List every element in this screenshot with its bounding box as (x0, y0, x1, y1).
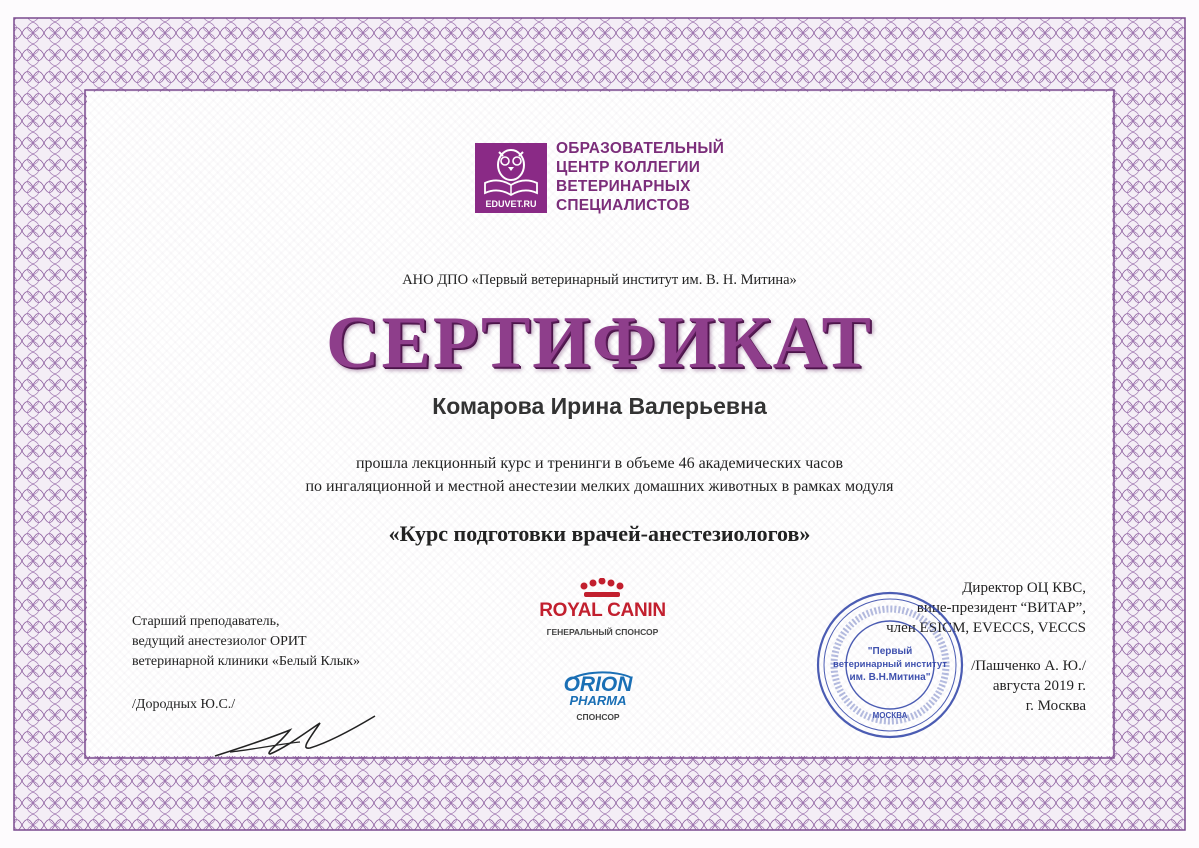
orion-pharma-text: PHARMA (569, 693, 627, 708)
signature-city: г. Москва (1025, 698, 1086, 714)
signatory-line: член ESICM, EVECCS, VECCS (886, 620, 1086, 636)
stamp-text: им. В.Н.Митина" (849, 672, 931, 683)
signatory-line: ведущий анестезиолог ОРИТ (132, 634, 307, 649)
certificate-title: СЕРТИФИКАТ (326, 302, 873, 384)
organization-name: АНО ДПО «Первый ветеринарный институт им. В. Н. Митина» (402, 272, 797, 288)
stamp-text: "Первый (867, 646, 913, 657)
owl-book-icon (475, 143, 547, 201)
logo-line: СПЕЦИАЛИСТОВ (556, 197, 691, 214)
handwritten-signature (210, 708, 380, 766)
course-title: «Курс подготовки врачей-анестезиологов» (388, 521, 811, 546)
logo-line: ОБРАЗОВАТЕЛЬНЫЙ (556, 140, 725, 157)
signatory-line: вице-президент “ВИТАР”, (916, 600, 1086, 616)
general-sponsor-label: ГЕНЕРАЛЬНЫЙ СПОНСОР (546, 627, 659, 637)
sponsor-label: СПОНСОР (576, 712, 620, 722)
description-line: прошла лекционный курс и тренинги в объеме 46 академических часов (355, 455, 844, 472)
official-stamp (815, 590, 965, 740)
logo-line: ЦЕНТР КОЛЛЕГИИ (556, 159, 701, 176)
signatory-line: Старший преподаватель, (132, 614, 280, 629)
orion-logo: ORION (563, 673, 633, 696)
signatory-line: Директор ОЦ КВС, (962, 580, 1086, 596)
left-signatory (132, 612, 360, 715)
signatory-name: /Пашченко А. Ю./ (971, 658, 1086, 674)
signatory-line: ветеринарной клиники «Белый Клык» (132, 654, 360, 669)
stamp-text: ветеринарный институт (833, 659, 947, 670)
logo-site: EDUVET.RU (485, 199, 537, 209)
royal-canin-logo: ROYAL CANIN (539, 600, 666, 621)
signatory-name: /Дородных Ю.С./ (132, 697, 236, 712)
signature-date: августа 2019 г. (992, 678, 1086, 694)
crown-icon (578, 578, 626, 602)
logo-text (556, 139, 724, 215)
stamp-city: МОСКВА (872, 711, 908, 720)
recipient-name: Комарова Ирина Валерьевна (432, 393, 767, 419)
logo-line: ВЕТЕРИНАРНЫХ (556, 178, 691, 195)
description-line: по ингаляционной и местной анестезии мелких домашних животных в рамках модуля (305, 478, 894, 495)
